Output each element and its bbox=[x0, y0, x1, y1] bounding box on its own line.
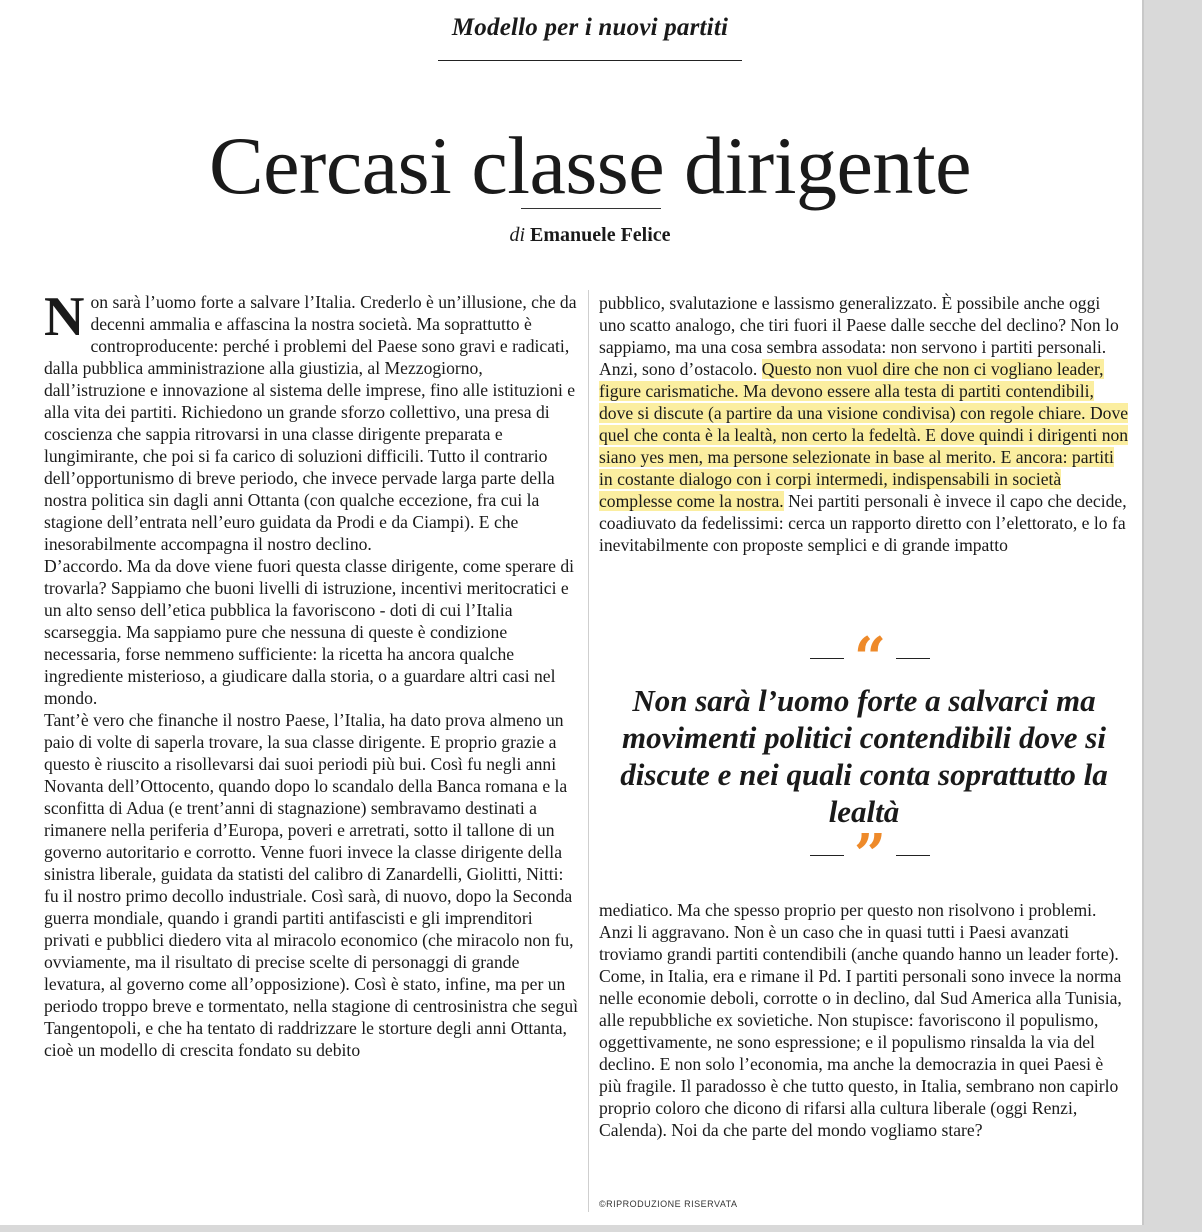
author-name: Emanuele Felice bbox=[530, 224, 671, 246]
paragraph-4-lead: pubblico, svalutazione e lassismo generalizzato. È possibile anche oggi uno scatto analogo, che tiri fuori il Paese dalle secche del declino? Non lo sappiamo, ma una cosa sembra assodata: non servono i partiti personali. Anzi, sono d’ostacolo. bbox=[599, 293, 1119, 379]
byline bbox=[0, 224, 1180, 247]
paragraph-2: D’accordo. Ma da dove viene fuori questa classe dirigente, come sperare di trovarla? Sappiamo che buoni livelli di istruzione, incentivi meritocratici e un alto senso dell’etica pubblica la favoriscono - doti di cui l’Italia scarseggia. Ma sappiamo pure che nessuna di queste è condizione necessaria, forse nemmeno sufficiente: la ricetta ha ancora qualche ingrediente misterioso, a giudicare dalla storia, o a guardare altri casi nel mondo. bbox=[44, 556, 575, 708]
kicker: Modello per i nuovi partiti bbox=[451, 14, 729, 41]
byline-rule bbox=[521, 208, 661, 209]
copyright-notice: ©RIPRODUZIONE RISERVATA bbox=[599, 1199, 738, 1209]
column-divider bbox=[588, 290, 589, 1212]
pullquote-rule-right bbox=[896, 855, 930, 856]
pullquote-open-mark bbox=[800, 625, 940, 691]
pullquote: Non sarà l’uomo forte a salvarci ma movimenti politici contendibili dove si discute e nei quali conta soprattutto la lealtà bbox=[620, 683, 1108, 829]
pullquote-rule-left bbox=[810, 658, 844, 659]
headline: Cercasi classe dirigente bbox=[208, 119, 972, 211]
pullquote-rule-left bbox=[810, 855, 844, 856]
highlighted-passage: Questo non vuol dire che non ci vogliano leader, figure carismatiche. Ma devono essere alla testa di partiti contendibili, dove si discute (a partire da una visione condivisa) con regole chiare. Dove quel che conta è la lealtà, non certo la fedeltà. E dove quindi i dirigenti non siano yes men, ma persone selezionate in base al merito. E ancora: partiti in costante dialogo con i corpi intermedi, indispensabili in società complesse come la nostra. bbox=[599, 359, 1129, 511]
right-column-top bbox=[599, 292, 1129, 556]
paragraph-5: mediatico. Ma che spesso proprio per questo non risolvono i problemi. Anzi li aggravano. Non è un caso che in quasi tutti i Paesi avanzati troviamo grandi partiti contendibili (anche quando hanno un leader forte). Come, in Italia, era e rimane il Pd. I partiti personali sono invece la norma nelle economie deboli, corrotte o in declino, dal Sud America alla Tunisia, alle repubbliche ex sovietiche. Non stupisce: favoriscono il populismo, oggettivamente, ne sono espressione; e il populismo rinsalda la via del declino. E non solo l’economia, ma anche la democrazia in quei Paesi è più fragile. Il paradosso è che tutto questo, in Italia, sembrano non capirlo proprio coloro che dicono di rifarsi alla cultura liberale (oggi Renzi, Calenda). Noi da che parte del mondo vogliamo stare? bbox=[599, 900, 1122, 1140]
left-column bbox=[44, 286, 582, 1061]
paragraph-1 bbox=[44, 286, 582, 555]
paragraph-4 bbox=[599, 292, 1129, 556]
close-quote-icon: ” bbox=[853, 822, 887, 888]
open-quote-icon: “ bbox=[853, 625, 887, 691]
kicker-rule bbox=[438, 60, 742, 61]
paragraph-1-text: on sarà l’uomo forte a salvare l’Italia. Crederlo è un’illusione, che da decenni ammalia e affascina la nostra società. Ma soprattutto è controproducente: perché i problemi del Paese sono gravi e radicati, dalla pubblica amministrazione alla giustizia, al Mezzogiorno, dall’istruzione e innovazione al sistema delle imprese, fino alle istituzioni e alla vita dei partiti. Richiedono un grande sforzo collettivo, una presa di coscienza che sappia ritrovarsi in una classe dirigente preparata e lungimirante, che poi si fa carico di soluzioni difficili. Tutto il contrario dell’opportunismo di breve periodo, che invece pervade larga parte della nostra politica sin dagli anni Ottanta (con qualche eccezione, fra cui la stagione dell’entrata nell’euro guidata da Prodi e da Ciampi). E che inesorabilmente accompagna il nostro declino. bbox=[44, 292, 577, 554]
pullquote-close-mark bbox=[800, 822, 940, 888]
drop-cap: N bbox=[44, 286, 85, 348]
byline-prefix: di bbox=[509, 224, 526, 246]
paragraph-3: Tant’è vero che finanche il nostro Paese, l’Italia, ha dato prova almeno un paio di volte di saperla trovare, la sua classe dirigente. E proprio grazie a questo è riuscito a risollevarsi dai suoi periodi più bui. Così fu negli anni Novanta dell’Ottocento, quando dopo lo scandalo della Banca romana e la sconfitta di Adua (e trent’anni di stagnazione) sembravamo destinati a rimanere nella periferia d’Europa, poveri e arretrati, sotto il tallone di un governo autoritario e corrotto. Venne fuori invece la classe dirigente della sinistra liberale, guidata da statisti del calibro di Zanardelli, Giolitti, Nitti: fu il nostro primo decollo industriale. Così sarà, di nuovo, dopo la Seconda guerra mondiale, quando i grandi partiti antifascisti e gli imprenditori privati e pubblici diedero vita al miracolo economico (che miracolo non fu, ovviamente, ma il risultato di precise scelte di personaggi di grande levatura, al governo come all’opposizione). Così è stato, infine, ma per un periodo troppo breve e tormentato, nella stagione di centrosinistra che seguì Tangentopoli, e che ha tentato di raddrizzare le storture degli anni Ottanta, cioè un modello di crescita fondato su debito bbox=[44, 710, 578, 1060]
paragraph-4-tail: Nei partiti personali è invece il capo che decide, coadiuvato da fedelissimi: cerca un rapporto diretto con l’elettorato, e lo fa inevitabilmente con proposte semplici e di grande impatto bbox=[599, 491, 1127, 555]
pullquote-rule-right bbox=[896, 658, 930, 659]
right-column-bottom bbox=[599, 899, 1129, 1141]
